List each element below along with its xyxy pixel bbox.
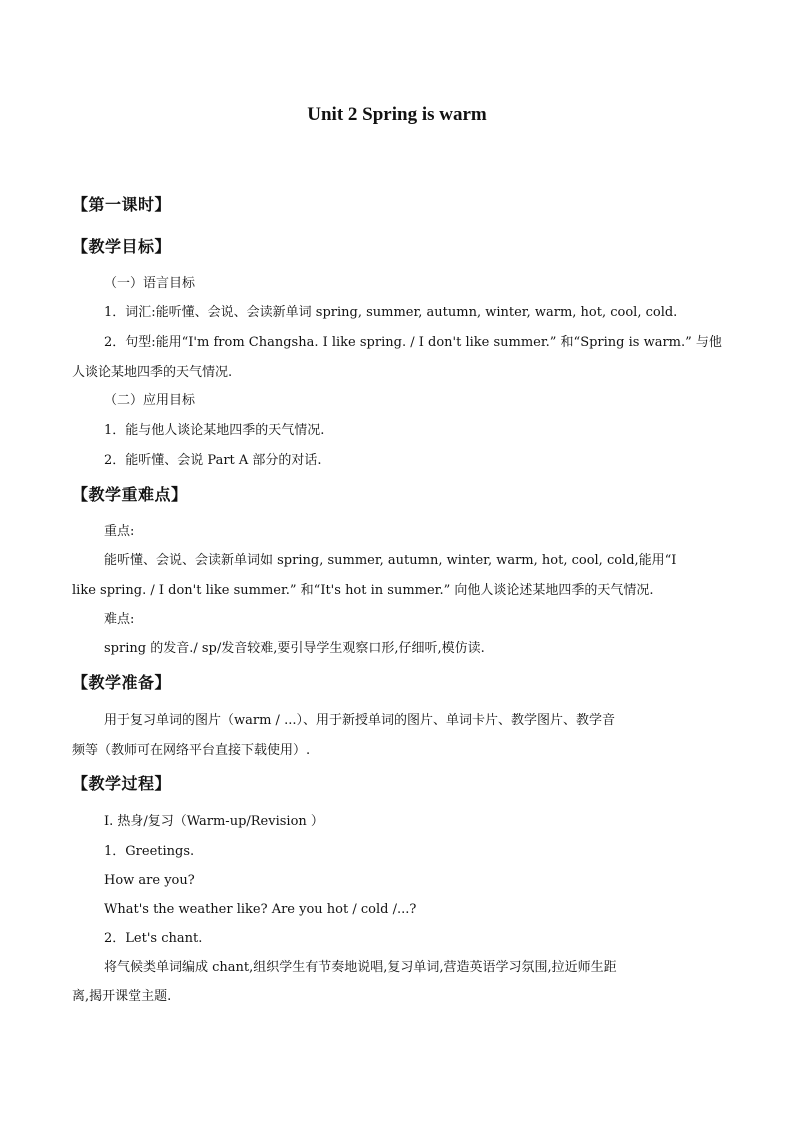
chant-desc-2: 离,揭开课堂主题.: [72, 989, 172, 1004]
question-1: How are you?: [104, 873, 195, 888]
process-heading: 【教学过程】: [72, 774, 172, 793]
question-2: What's the weather like? Are you hot / cold /...?: [104, 902, 417, 917]
focus-line-2: like spring. / I don't like summer.” 和“It's hot in summer.” 向他人谈论述某地四季的天气情况.: [72, 583, 654, 598]
preparation-line-1: 用于复习单词的图片（warm / ...）、用于新授单词的图片、单词卡片、教学图片、教学音: [104, 713, 615, 728]
goal-vocabulary: 1．词汇:能听懂、会说、会读新单词 spring, summer, autumn, winter, warm, hot, cool, cold.: [104, 305, 678, 320]
language-goals-subheading: （一）语言目标: [104, 276, 196, 291]
page-title: Unit 2 Spring is warm: [307, 104, 487, 125]
goals-heading: 【教学目标】: [72, 237, 172, 256]
application-goals-subheading: （二）应用目标: [104, 393, 196, 408]
key-points-heading: 【教学重难点】: [72, 485, 188, 504]
goal-sentence-cont: 人谈论某地四季的天气情况.: [72, 365, 233, 380]
difficulty-label: 难点:: [104, 612, 135, 627]
chant-line: 2．Let's chant.: [104, 931, 203, 946]
goal-sentence: 2．句型:能用“I'm from Changsha. I like spring. / I don't like summer.” 和“Spring is warm.” 与他: [104, 335, 722, 350]
lesson-heading: 【第一课时】: [72, 195, 172, 214]
difficulty-line: spring 的发音./ sp/发音较难,要引导学生观察口形,仔细听,模仿读.: [104, 641, 485, 656]
preparation-line-2: 频等（教师可在网络平台直接下载使用）.: [72, 743, 311, 758]
app-goal-2: 2．能听懂、会说 Part A 部分的对话.: [104, 453, 322, 468]
focus-label: 重点:: [104, 524, 135, 539]
app-goal-1: 1．能与他人谈论某地四季的天气情况.: [104, 423, 325, 438]
preparation-heading: 【教学准备】: [72, 673, 172, 692]
warmup-step: I. 热身/复习（Warm-up/Revision ）: [104, 814, 324, 829]
chant-desc-1: 将气候类单词编成 chant,组织学生有节奏地说唱,复习单词,营造英语学习氛围,拉近师生距: [104, 960, 617, 975]
greetings-line: 1．Greetings.: [104, 844, 195, 859]
focus-line-1: 能听懂、会说、会读新单词如 spring, summer, autumn, winter, warm, hot, cool, cold,能用“I: [104, 553, 677, 568]
